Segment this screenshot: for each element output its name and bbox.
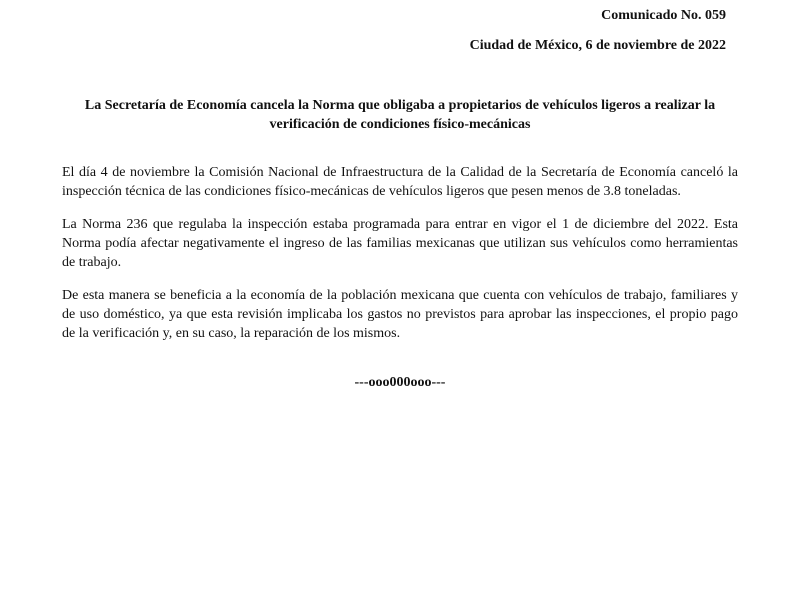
body-paragraph: El día 4 de noviembre la Comisión Nacional de Infraestructura de la Calidad de la Secretaría de Economía canceló la inspección técnica de las condiciones físico-mecánicas de vehículos ligeros que pesen menos de 3.8 toneladas. [62, 165, 738, 199]
body-paragraph: De esta manera se beneficia a la economía de la población mexicana que cuenta con vehículos de trabajo, familiares y de uso doméstico, ya que esta revisión implicaba los gastos no previstos para aprobar las inspecciones, el propio pago de la verificación y, en su caso, la reparación de los mismos. [62, 288, 738, 341]
body-paragraph: La Norma 236 que regulaba la inspección estaba programada para entrar en vigor el 1 de diciembre del 2022. Esta Norma podía afectar negativamente el ingreso de las familias mexicanas que utilizan sus vehículos como herramientas de trabajo. [62, 217, 738, 270]
document-title: La Secretaría de Economía cancela la Norma que obligaba a propietarios de vehículos ligeros a realizar la verificación de condiciones físico-mecánicas [84, 98, 716, 132]
press-release-date: Ciudad de México, 6 de noviembre de 2022 [469, 38, 726, 53]
press-release-number: Comunicado No. 059 [601, 8, 726, 23]
document-body [62, 163, 738, 357]
closing-mark: ---ooo000ooo--- [354, 375, 446, 390]
